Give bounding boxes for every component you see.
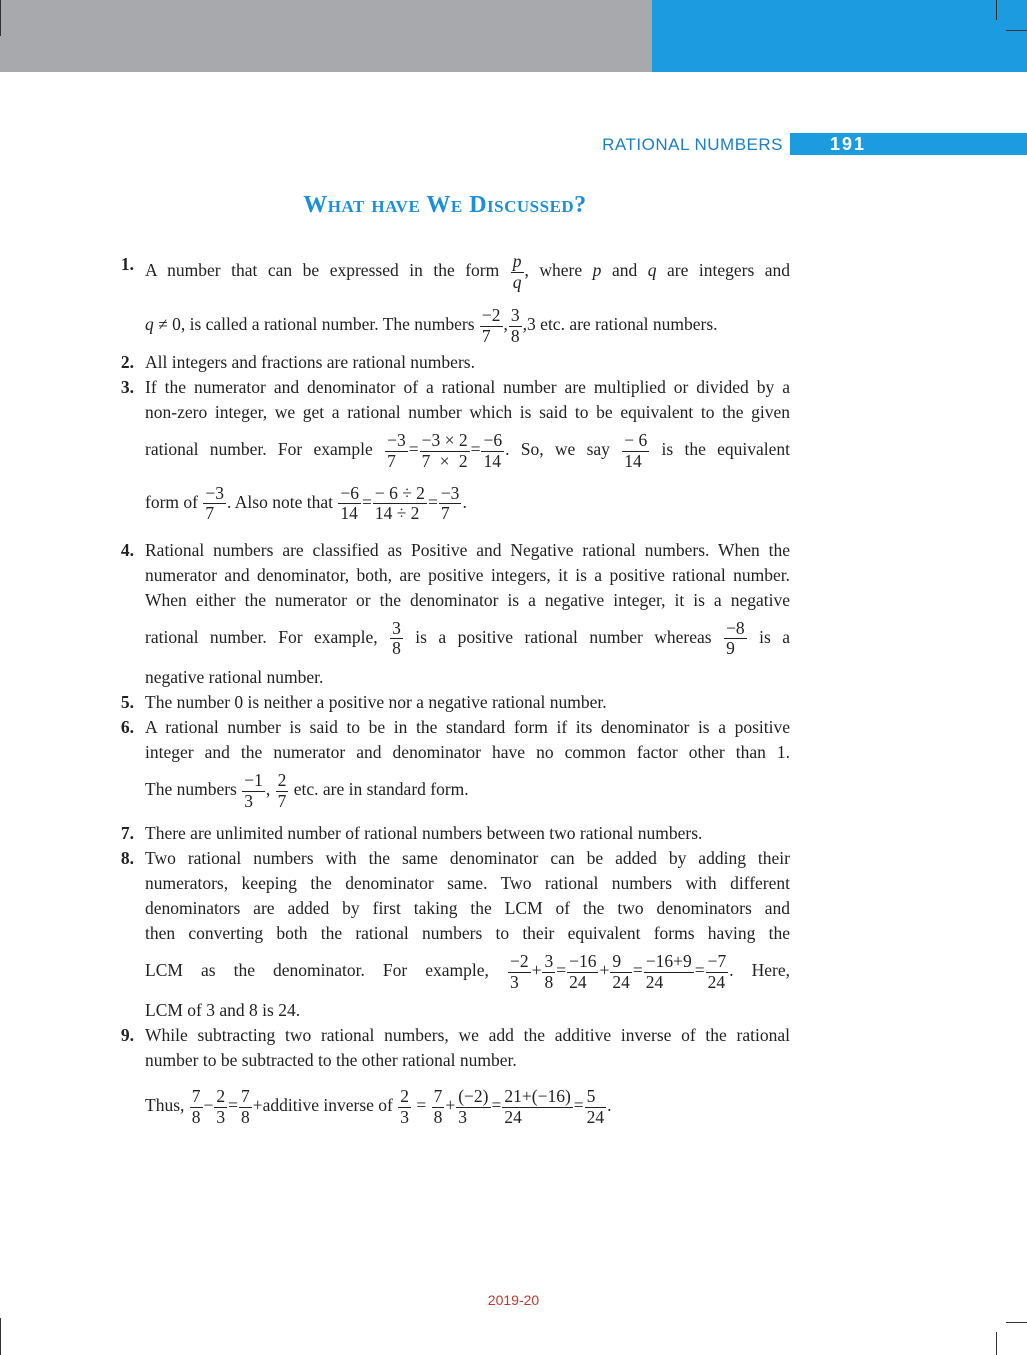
item-line: denominators are added by first taking the LCM of the two denominators and <box>145 898 790 919</box>
item-line: LCM of 3 and 8 is 24. <box>145 1000 301 1021</box>
fraction: $\frac{5}{24}$ <box>586 1086 605 1127</box>
list-item <box>110 375 790 529</box>
list-item <box>110 538 790 690</box>
fraction: $\frac{2}{3}$ <box>400 1086 409 1127</box>
item-line: While subtracting two rational numbers, we add the additive inverse of the rational <box>145 1025 790 1046</box>
fraction: $\frac{p}{q}$ <box>512 251 522 292</box>
fraction: $\frac{-6}{14}$ <box>483 430 503 471</box>
item-line: A number that can be expressed in the form $\frac{p}{q}$ , where p and q are integers and <box>145 251 791 292</box>
item-number: 1. <box>120 254 134 274</box>
running-head: RATIONAL NUMBERS <box>602 135 783 154</box>
item-line: Two rational numbers with the same denominator can be added by adding their <box>145 848 790 869</box>
fraction: $\frac{2}{3}$ <box>216 1086 226 1127</box>
fraction: $\frac{7}{8}$ <box>433 1086 443 1127</box>
item-number: 7. <box>120 823 134 844</box>
item-number: 9. <box>120 1025 134 1046</box>
page-number: 191 <box>830 134 867 154</box>
item-line: number to be subtracted to the other rational number. <box>145 1050 517 1071</box>
list-item <box>110 1023 790 1133</box>
item-number: 6. <box>120 716 134 737</box>
top-banner-gray <box>0 0 652 72</box>
list-item <box>110 690 790 715</box>
crop-mark <box>1006 30 1027 31</box>
fraction: $\frac{-2}{7}$ <box>481 305 501 346</box>
crop-mark <box>0 1318 1 1355</box>
page-header <box>0 133 1027 155</box>
fraction: $\frac{-2}{3}$ <box>509 951 529 992</box>
fraction: $\frac{3}{8}$ <box>392 617 401 659</box>
list-item <box>110 846 790 1023</box>
fraction: $\frac{2}{7}$ <box>277 769 287 811</box>
item-line: then converting both the rational numbers to their equivalent forms having the <box>145 923 790 944</box>
item-line: If the numerator and denominator of a rational number are multiplied or divided by a <box>145 377 790 398</box>
item-line: negative rational number. <box>145 666 324 687</box>
item-line: form of $\frac{-3}{7}$ . Also note that $\frac{-6}{14}$ = $\frac{- 6 \div 2}{14 \div 2}$ = $\frac{-3}{7}$ . <box>145 482 467 524</box>
fraction: $\frac{- 6 \div 2}{14 \div 2}$ <box>374 482 425 524</box>
list-item <box>110 821 790 846</box>
item-line: Thus, $\frac{7}{8}$ − $\frac{2}{3}$ = $\frac{7}{8}$ +additive inverse of $\frac{2}{3}$ = $\frac{7}{8}$ + $\frac{(-2)}{3}$ = $\frac{21+(-16)}{24}$ = $\frac{5}{24}$ . <box>145 1086 612 1127</box>
list-item <box>110 715 790 817</box>
item-line: integer and the numerator and denominator have no common factor other than 1. <box>145 741 790 762</box>
top-banner-blue <box>652 0 1027 72</box>
summary-list <box>110 252 790 1134</box>
list-item <box>110 252 790 346</box>
item-line: A rational number is said to be in the standard form if its denominator is a positive <box>145 716 790 737</box>
item-line: When either the numerator or the denominator is a negative integer, it is a negative <box>145 589 790 610</box>
item-number: 4. <box>120 539 134 560</box>
crop-mark <box>996 0 997 20</box>
fraction: $\frac{-16+9}{24}$ <box>645 951 692 992</box>
item-line: All integers and fractions are rational numbers. <box>145 352 475 373</box>
fraction: $\frac{-6}{14}$ <box>340 482 359 524</box>
fraction: $\frac{(-2)}{3}$ <box>458 1086 489 1127</box>
fraction: $\frac{-3 \times 2}{7 \times 2}$ <box>421 430 468 471</box>
crop-mark <box>996 1332 997 1355</box>
fraction: $\frac{-16}{24}$ <box>569 951 597 992</box>
item-line: LCM as the denominator. For example, $\frac{-2}{3}$ + $\frac{3}{8}$ = $\frac{-16}{24}$ + $\frac{9}{24}$ = $\frac{-16+9}{24}$ = $\frac{-7}{24}$ . Here, <box>145 951 790 992</box>
item-line: The number 0 is neither a positive nor a negative rational number. <box>145 691 607 712</box>
fraction: $\frac{21+(-16)}{24}$ <box>504 1086 571 1127</box>
item-number: 8. <box>120 848 134 869</box>
item-line: non-zero integer, we get a rational number which is said to be equivalent to the given <box>145 402 790 423</box>
fraction: $\frac{-3}{7}$ <box>205 482 224 524</box>
fraction: $\frac{-3}{7}$ <box>387 430 406 471</box>
item-line: Rational numbers are classified as Positive and Negative rational numbers. When the <box>145 539 790 560</box>
item-number: 2. <box>120 352 134 373</box>
item-line: There are unlimited number of rational numbers between two rational numbers. <box>145 823 703 844</box>
fraction: $\frac{-3}{7}$ <box>440 482 460 524</box>
page-footer-year: 2019-20 <box>487 1292 540 1308</box>
item-number: 3. <box>120 377 134 398</box>
fraction: $\frac{-7}{24}$ <box>707 951 727 992</box>
fraction: $\frac{- 6}{14}$ <box>624 430 648 471</box>
fraction: $\frac{-8}{9}$ <box>726 617 745 659</box>
fraction: $\frac{9}{24}$ <box>612 951 630 992</box>
item-line: numerator and denominator, both, are positive integers, it is a positive rational number. <box>145 564 790 585</box>
fraction: $\frac{7}{8}$ <box>191 1086 201 1127</box>
page-number-box <box>790 133 1027 155</box>
crop-mark <box>0 0 1 36</box>
item-line: numerators, keeping the denominator same. Two rational numbers with different <box>145 873 790 894</box>
item-line: q ≠ 0, is called a rational number. The numbers $\frac{-2}{7}$ , $\frac{3}{8}$ ,3 etc. are rational numbers. <box>145 305 718 346</box>
item-line: The numbers $\frac{-1}{3}$ , $\frac{2}{7}$ etc. are in standard form. <box>145 769 469 811</box>
fraction: $\frac{7}{8}$ <box>241 1086 250 1127</box>
section-title: What have We Discussed? <box>303 192 587 218</box>
item-line: rational number. For example $\frac{-3}{7}$ = $\frac{-3 \times 2}{7 \times 2}$ = $\frac{-6}{14}$ . So, we say $\frac{- 6}{14}$ is the equivalent <box>145 430 791 471</box>
crop-mark <box>1006 1322 1027 1323</box>
fraction: $\frac{3}{8}$ <box>510 305 520 346</box>
item-number: 5. <box>120 691 134 712</box>
fraction: $\frac{3}{8}$ <box>544 951 554 992</box>
fraction: $\frac{-1}{3}$ <box>244 769 263 811</box>
item-line: rational number. For example, $\frac{3}{8}$ is a positive rational number whereas $\frac{-8}{9}$ is a <box>145 617 791 659</box>
list-item <box>110 350 790 375</box>
